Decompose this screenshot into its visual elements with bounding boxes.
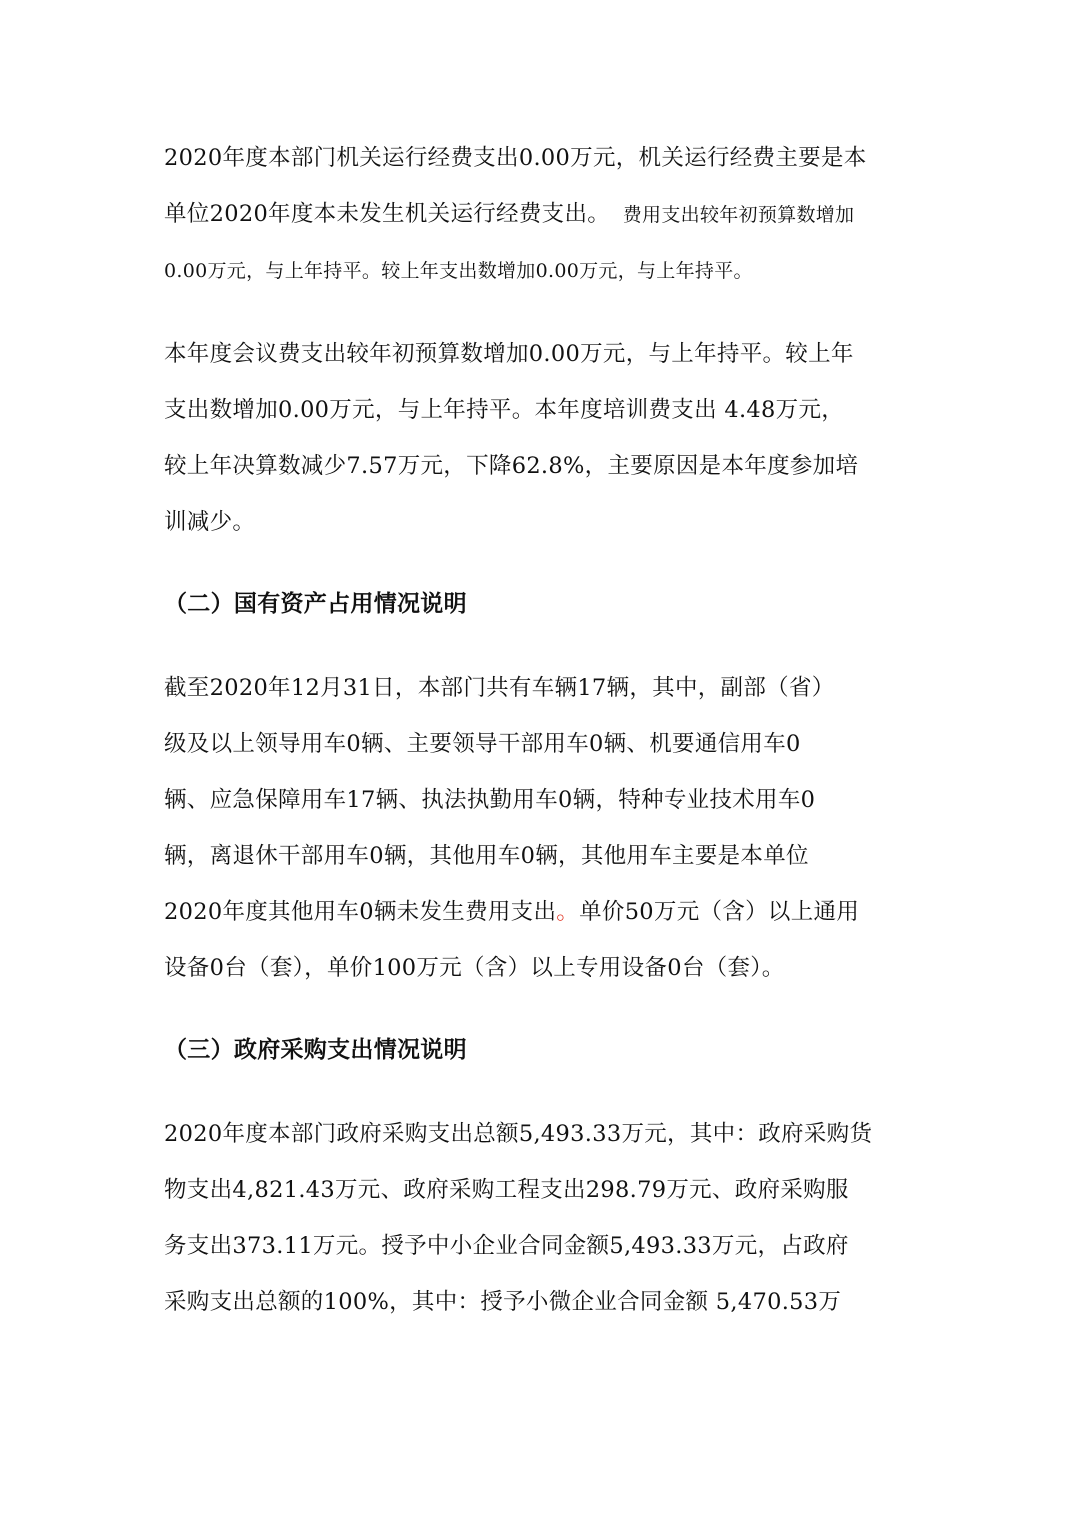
text-line: 务支出373.11万元。授予中小企业合同金额5,493.33万元，占政府	[164, 1233, 849, 1259]
text-segment: 2020年度其他用车0辆未发生费用支出	[164, 899, 557, 925]
section-heading-government-procurement: （三）政府采购支出情况说明	[164, 1036, 467, 1063]
text-line: 训减少。	[164, 509, 256, 535]
text-line: 截至2020年12月31日，本部门共有车辆17辆，其中，副部（省）	[164, 675, 835, 701]
text-segment: 单价50万元（含）以上通用	[579, 899, 860, 925]
paragraph-state-assets	[164, 660, 924, 996]
paragraph-meeting-training-expenses	[164, 326, 924, 550]
text-line: 本年度会议费支出较年初预算数增加0.00万元，与上年持平。较上年	[164, 341, 854, 367]
text-line	[164, 186, 924, 243]
text-line: 采购支出总额的100%，其中：授予小微企业合同金额 5,470.53万	[164, 1289, 842, 1315]
text-line: 级及以上领导用车0辆、主要领导干部用车0辆、机要通信用车0	[164, 731, 801, 757]
text-line: 设备0台（套），单价100万元（含）以上专用设备0台（套）。	[164, 955, 785, 981]
text-line: 辆，离退休干部用车0辆，其他用车0辆，其他用车主要是本单位	[164, 843, 809, 869]
text-segment: 单位2020年度本未发生机关运行经费支出。	[164, 201, 611, 227]
text-line	[164, 884, 924, 940]
text-line: 辆、应急保障用车17辆、执法执勤用车0辆，特种专业技术用车0	[164, 787, 816, 813]
paragraph-government-procurement	[164, 1106, 924, 1330]
text-line: 2020年度本部门政府采购支出总额5,493.33万元，其中：政府采购货	[164, 1121, 873, 1147]
text-line: 较上年决算数减少7.57万元，下降62.8%，主要原因是本年度参加培	[164, 453, 859, 479]
text-line: 支出数增加0.00万元，与上年持平。本年度培训费支出 4.48万元，	[164, 397, 845, 423]
section-heading-state-assets: （二）国有资产占用情况说明	[164, 590, 467, 617]
text-segment: 费用支出较年初预算数增加	[610, 204, 855, 226]
red-period-mark: 。	[556, 899, 580, 925]
text-line: 2020年度本部门机关运行经费支出0.00万元，机关运行经费主要是本	[164, 145, 867, 171]
paragraph-operating-expenses	[164, 130, 924, 299]
text-line: 物支出4,821.43万元、政府采购工程支出298.79万元、政府采购服	[164, 1177, 849, 1203]
text-line: 0.00万元，与上年持平。较上年支出数增加0.00万元，与上年持平。	[164, 260, 753, 282]
